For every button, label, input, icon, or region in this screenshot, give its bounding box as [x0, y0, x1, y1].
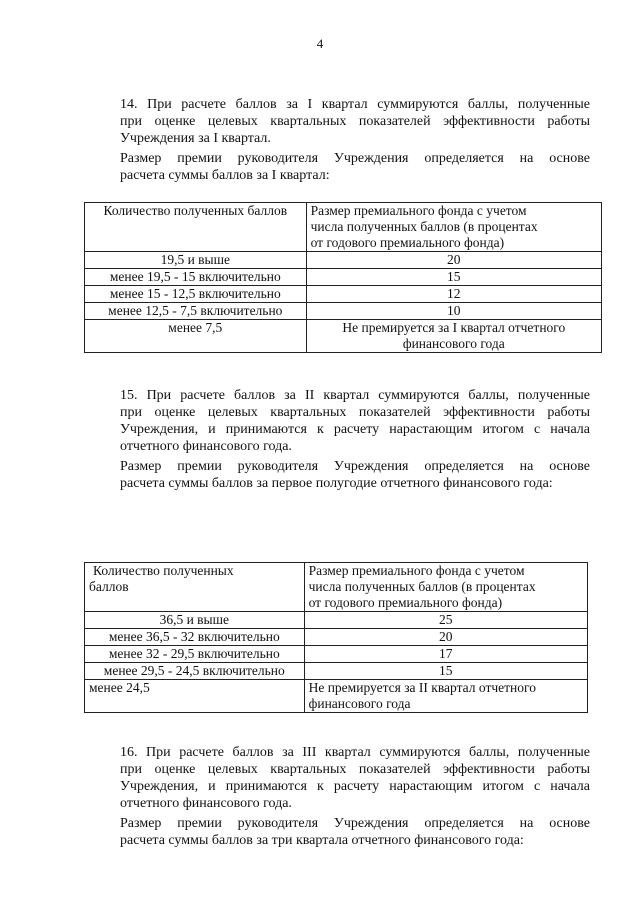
page-number: 4	[316, 36, 324, 51]
table-row	[85, 612, 588, 629]
table-cell-value: 10	[306, 303, 601, 320]
table-header-cell: Размер премиального фонда с учетом числа полученных баллов (в процентах от годового премиального фонда)	[304, 563, 587, 612]
score-table-q1	[84, 202, 602, 353]
section-14-paragraph	[82, 96, 590, 147]
table-cell-range: 19,5 и выше	[85, 252, 307, 269]
table-cell-range: менее 32 - 29,5 включительно	[85, 646, 305, 663]
table-row	[85, 320, 602, 353]
table-cell-range: менее 12,5 - 7,5 включительно	[85, 303, 307, 320]
section-15-paragraph	[82, 387, 590, 455]
table-cell-range: 36,5 и выше	[85, 612, 305, 629]
section-15-intro	[82, 458, 590, 492]
table-row	[85, 663, 588, 680]
table-cell-value: 20	[306, 252, 601, 269]
table-cell-value: 17	[304, 646, 587, 663]
text-line: 15. При расчете баллов за II квартал суммируются баллы, полученные	[120, 388, 590, 403]
text-line: расчета суммы баллов за первое полугодие отчетного финансового года:	[120, 476, 553, 491]
text-line: Размер премии руководителя Учреждения определяется на основе	[120, 459, 590, 474]
table-cell-range: менее 15 - 12,5 включительно	[85, 286, 307, 303]
table-row	[85, 629, 588, 646]
text-line: при оценке целевых квартальных показателей эффективности работы	[120, 762, 590, 777]
text-line: расчета суммы баллов за I квартал:	[120, 168, 330, 183]
table-cell-range: менее 29,5 - 24,5 включительно	[85, 663, 305, 680]
table-cell-range: менее 19,5 - 15 включительно	[85, 269, 307, 286]
text-line: отчетного финансового года.	[120, 439, 292, 454]
table-row	[85, 286, 602, 303]
table-cell-value: Не премируется за I квартал отчетного финансового года	[306, 320, 601, 353]
table-row	[85, 680, 588, 713]
table-cell-value: 15	[304, 663, 587, 680]
table-row	[85, 269, 602, 286]
table-header-cell: Количество полученных баллов	[85, 563, 305, 612]
table-row	[85, 646, 588, 663]
table-cell-value: 25	[304, 612, 587, 629]
text-line: при оценке целевых квартальных показателей эффективности работы	[120, 114, 590, 129]
text-line: Размер премии руководителя Учреждения определяется на основе	[120, 151, 590, 166]
table-cell-range: менее 24,5	[85, 680, 305, 713]
text-line: Размер премии руководителя Учреждения определяется на основе	[120, 816, 590, 831]
score-table-q2	[84, 562, 588, 713]
table-header-cell: Размер премиального фонда с учетом числа полученных баллов (в процентах от годового премиального фонда)	[306, 203, 601, 252]
text-line: Учреждения за I квартал.	[120, 131, 271, 146]
table-header-row	[85, 563, 588, 612]
table-cell-value: 15	[306, 269, 601, 286]
text-line: при оценке целевых квартальных показателей эффективности работы	[120, 405, 590, 420]
text-line: расчета суммы баллов за три квартала отчетного финансового года:	[120, 833, 524, 848]
table-cell-value: 20	[304, 629, 587, 646]
table-header-row	[85, 203, 602, 252]
text-line: отчетного финансового года.	[120, 796, 292, 811]
section-16-intro	[82, 815, 590, 849]
table-row	[85, 303, 602, 320]
text-line: 16. При расчете баллов за III квартал суммируются баллы, полученные	[120, 745, 590, 760]
text-line: 14. При расчете баллов за I квартал суммируются баллы, полученные	[120, 97, 590, 112]
text-line: Учреждения, и принимаются к расчету нарастающим итогом с начала	[120, 779, 590, 794]
text-line: Учреждения, и принимаются к расчету нарастающим итогом с начала	[120, 422, 590, 437]
table-cell-value: 12	[306, 286, 601, 303]
table-cell-range: менее 36,5 - 32 включительно	[85, 629, 305, 646]
table-row	[85, 252, 602, 269]
table-cell-value: Не премируется за II квартал отчетного финансового года	[304, 680, 587, 713]
table-cell-range: менее 7,5	[85, 320, 307, 353]
table-header-cell: Количество полученных баллов	[85, 203, 307, 252]
section-16-paragraph	[82, 744, 590, 812]
section-14-intro	[82, 150, 590, 184]
